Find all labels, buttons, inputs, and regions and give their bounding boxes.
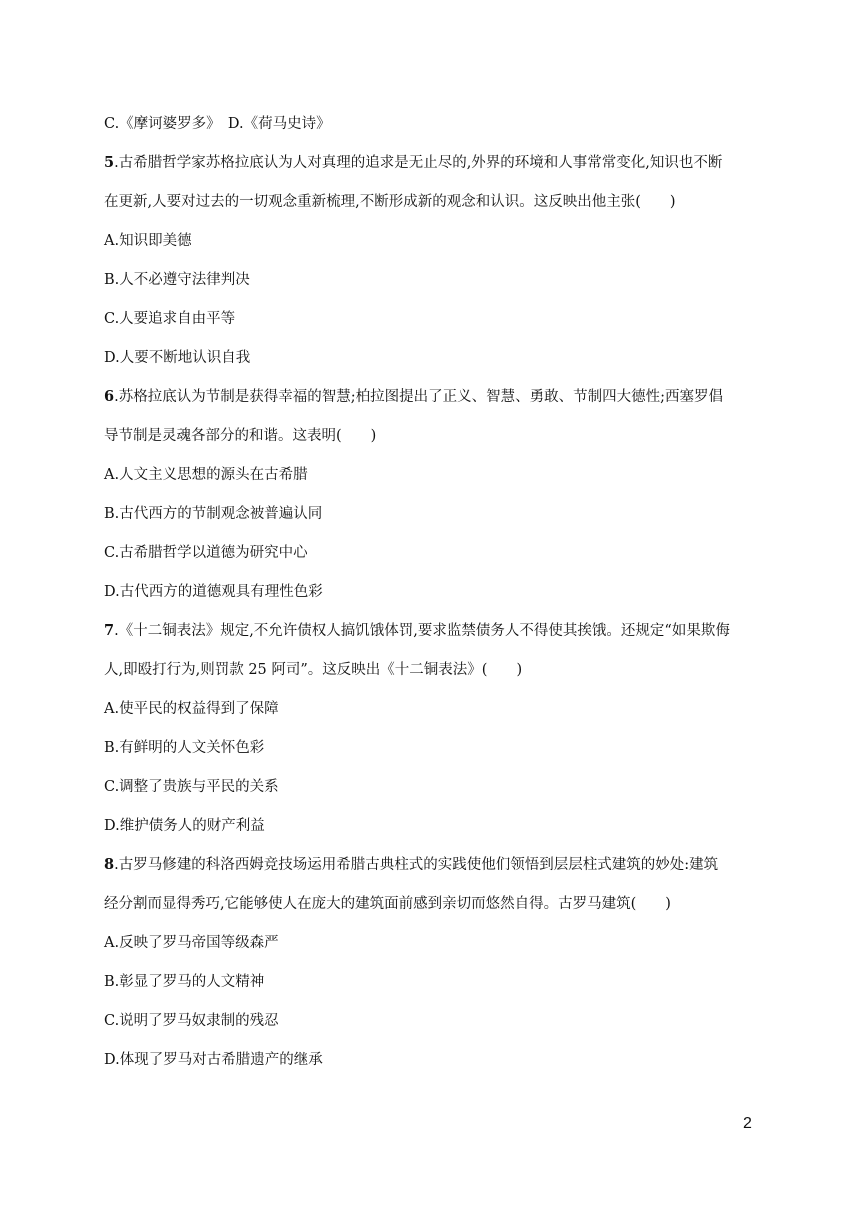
q7-option-b: B.有鲜明的人文关怀色彩: [104, 740, 265, 756]
q7-stem-line-2: 人,即殴打行为,则罚款 25 阿司”。这反映出《十二铜表法》( ): [104, 662, 523, 678]
q6-option-b: B.古代西方的节制观念被普遍认同: [104, 506, 323, 522]
q6-option-c: C.古希腊哲学以道德为研究中心: [104, 545, 308, 561]
q8-stem-line-1: [104, 855, 718, 875]
q6-number: 6: [104, 388, 115, 405]
q7-option-c: C.调整了贵族与平民的关系: [104, 779, 279, 795]
q7-stem-line-1: [104, 621, 730, 641]
q7-number: 7: [104, 622, 115, 639]
q5-option-b: B.人不必遵守法律判决: [104, 272, 250, 288]
q8-option-a: A.反映了罗马帝国等级森严: [104, 935, 279, 951]
q5-stem-text-1: .古希腊哲学家苏格拉底认为人对真理的追求是无止尽的,外界的环境和人事常常变化,知识也不断: [114, 155, 723, 171]
q6-option-a: A.人文主义思想的源头在古希腊: [104, 467, 308, 483]
q7-option-d: D.维护债务人的财产利益: [104, 818, 265, 834]
q6-option-d: D.古代西方的道德观具有理性色彩: [104, 584, 323, 600]
q8-option-d: D.体现了罗马对古希腊遗产的继承: [104, 1052, 323, 1068]
q5-stem-line-2: 在更新,人要对过去的一切观念重新梳理,不断形成新的观念和认识。这反映出他主张( ): [104, 194, 676, 210]
q5-stem-line-1: [104, 153, 722, 173]
q6-stem-line-2: 导节制是灵魂各部分的和谐。这表明( ): [104, 428, 377, 444]
q4-options-cd: C.《摩诃婆罗多》 D.《荷马史诗》: [104, 116, 331, 132]
q8-option-c: C.说明了罗马奴隶制的残忍: [104, 1013, 279, 1029]
q7-stem-text-1: .《十二铜表法》规定,不允许债权人搞饥饿体罚,要求监禁债务人不得使其挨饿。还规定“如果欺侮: [114, 623, 730, 639]
q8-stem-text-1: .古罗马修建的科洛西姆竞技场运用希腊古典柱式的实践使他们领悟到层层柱式建筑的妙处:建筑: [114, 857, 719, 873]
q5-number: 5: [104, 154, 115, 171]
q5-option-c: C.人要追求自由平等: [104, 311, 236, 327]
page-number: 2: [743, 1115, 752, 1132]
q8-option-b: B.彰显了罗马的人文精神: [104, 974, 265, 990]
q5-option-a: A.知识即美德: [104, 233, 192, 249]
q6-stem-line-1: [104, 387, 723, 407]
q7-option-a: A.使平民的权益得到了保障: [104, 701, 279, 717]
q8-number: 8: [104, 856, 115, 873]
q8-stem-line-2: 经分割而显得秀巧,它能够使人在庞大的建筑面前感到亲切而悠然自得。古罗马建筑( ): [104, 896, 671, 912]
q6-stem-text-1: .苏格拉底认为节制是获得幸福的智慧;柏拉图提出了正义、智慧、勇敢、节制四大德性;西塞罗倡: [114, 389, 723, 405]
q5-option-d: D.人要不断地认识自我: [104, 350, 251, 366]
